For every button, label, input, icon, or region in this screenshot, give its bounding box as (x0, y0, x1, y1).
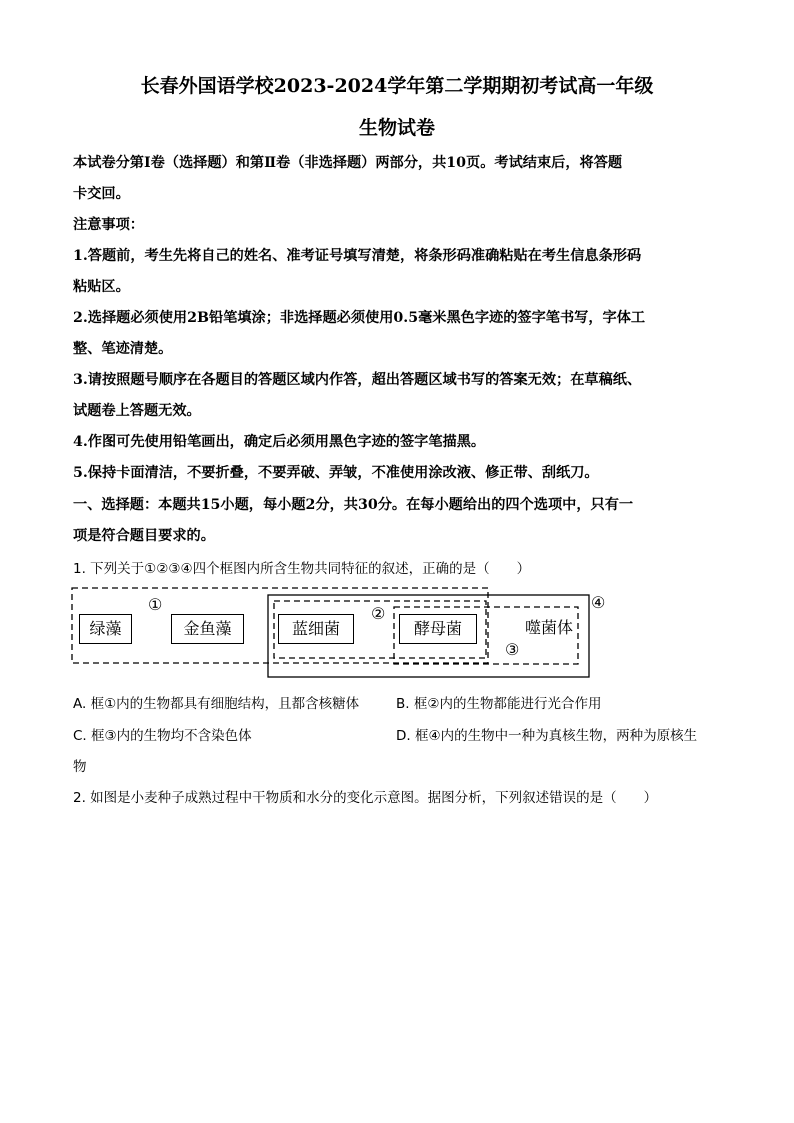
question-1-diagram (70, 585, 610, 680)
option-a: A. 框①内的生物都具有细胞结构，且都含核糖体 (73, 696, 360, 712)
question-1-stem: 1. 下列关于①②③④四个框图内所含生物共同特征的叙述，正确的是（ ） (73, 561, 531, 577)
note-item: 试题卷上答题无效。 (73, 403, 201, 419)
section-heading-line-2: 项是符合题目要求的。 (73, 528, 215, 544)
exam-subtitle: 生物试卷 (358, 117, 435, 139)
option-d: D. 框④内的生物中一种为真核生物，两种为原核生 (396, 728, 698, 744)
note-item: 粘贴区。 (73, 279, 130, 295)
frame-label-2: ② (371, 604, 386, 623)
frame-label-3: ③ (505, 640, 520, 659)
organism-yeast: 酵母菌 (399, 614, 477, 644)
section-heading-line-1: 一、选择题：本题共15小题，每小题2分，共30分。在每小题给出的四个选项中，只有一 (73, 497, 634, 513)
frame-label-4: ④ (591, 593, 606, 612)
exam-title: 长春外国语学校2023-2024学年第二学期期初考试高一年级 (140, 75, 654, 97)
note-item: 2.选择题必须使用2B铅笔填涂；非选择题必须使用0.5毫米黑色字迹的签字笔书写，字体工 (73, 310, 646, 326)
note-item: 1.答题前，考生先将自己的姓名、准考证号填写清楚，将条形码准确粘贴在考生信息条形码 (73, 248, 642, 264)
organism-phage: 噬菌体 (524, 618, 573, 637)
organism-hornwort: 金鱼藻 (171, 614, 244, 644)
note-item: 3.请按照题号顺序在各题目的答题区域内作答，超出答题区域书写的答案无效；在草稿纸、 (73, 372, 642, 388)
note-item: 5.保持卡面清洁，不要折叠，不要弄破、弄皱，不准使用涂改液、修正带、刮纸刀。 (73, 465, 599, 481)
notes-heading: 注意事项： (73, 217, 144, 233)
organism-cyanobacteria: 蓝细菌 (278, 614, 354, 644)
frame-label-1: ① (148, 595, 163, 614)
note-item: 整、笔迹清楚。 (73, 341, 173, 357)
option-c: C. 框③内的生物均不含染色体 (73, 728, 252, 744)
note-item: 4.作图可先使用铅笔画出，确定后必须用黑色字迹的签字笔描黑。 (73, 434, 486, 450)
option-b: B. 框②内的生物都能进行光合作用 (396, 696, 602, 712)
intro-line-2: 卡交回。 (73, 186, 130, 202)
option-d-continuation: 物 (73, 759, 87, 775)
question-2-stem: 2. 如图是小麦种子成熟过程中干物质和水分的变化示意图。据图分析，下列叙述错误的是（ ） (73, 790, 658, 806)
intro-line-1: 本试卷分第Ⅰ卷（选择题）和第Ⅱ卷（非选择题）两部分，共10页。考试结束后，将答题 (73, 155, 623, 171)
organism-green-algae: 绿藻 (79, 614, 132, 644)
